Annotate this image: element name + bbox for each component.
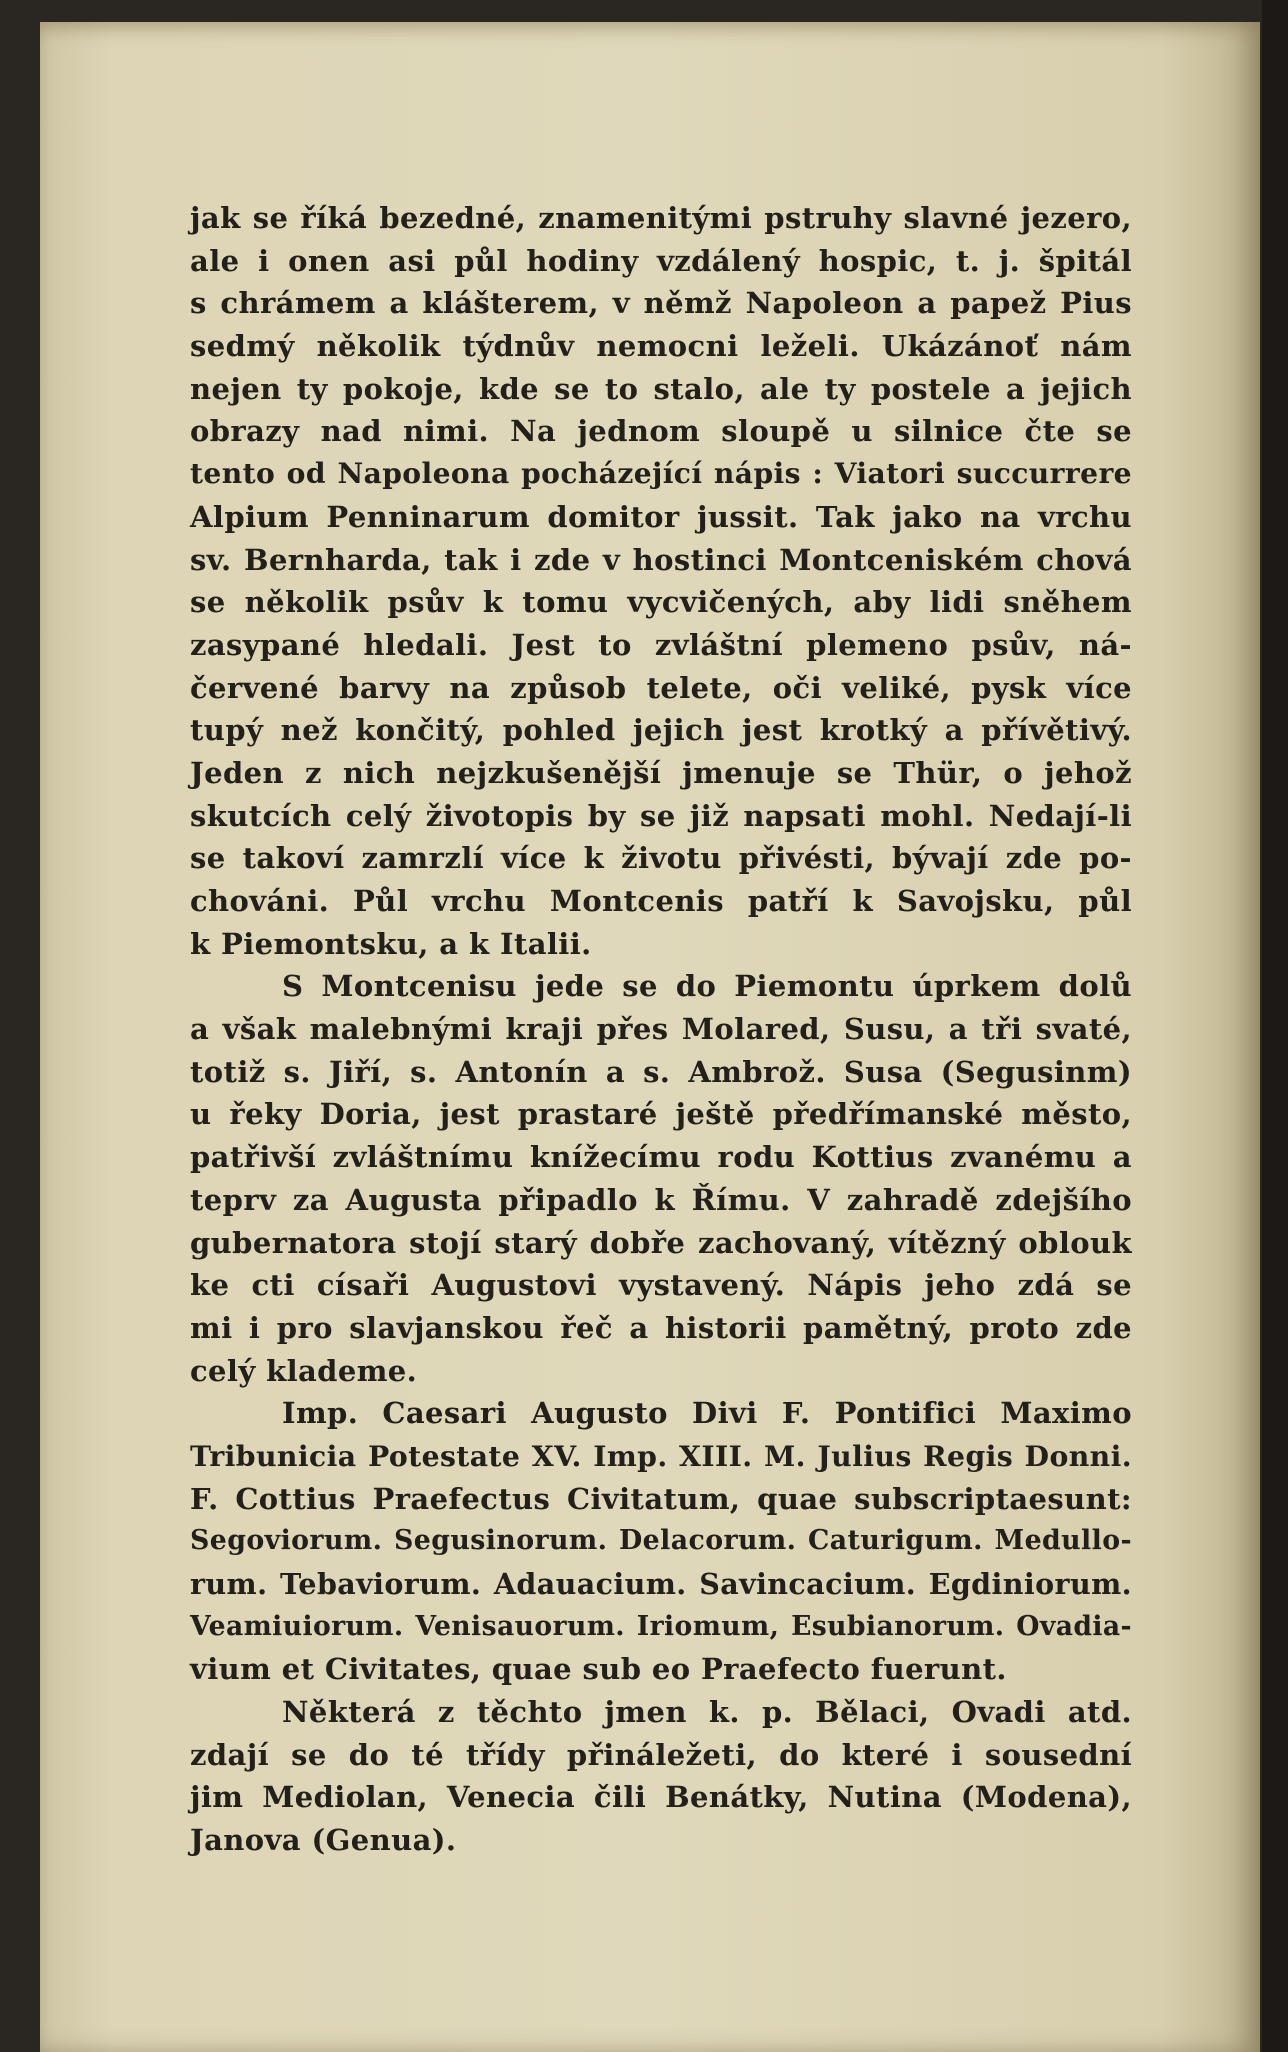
text-line: se několik psův k tomu vycvičených, aby lidi sněhem [190,585,1132,620]
text-line: F. Cottius Praefectus Civitatum, quae subscriptaesunt: [190,1481,1132,1516]
text-line: patřivší zvláštnímu knížecímu rodu Kottius zvanému a [190,1140,1132,1175]
text-line: Alpium Penninarum domitor jussit. Tak jako na vrchu [190,499,1132,534]
text-line: jak se říká bezedné, znamenitými pstruhy slavné jezero, [190,201,1132,235]
text-line: obrazy nad nimi. Na jednom sloupě u silnice čte se [190,414,1132,449]
text-line: ke cti císaři Augustovi vystavený. Nápis jeho zdá se [190,1268,1132,1303]
text-line: s chrámem a klášterem, v němž Napoleon a papež Pius [190,286,1132,321]
text-line: sedmý několik týdnův nemocni leželi. Ukázánoť nám [190,329,1132,364]
text-line: Tribunicia Potestate XV. Imp. XIII. M. Julius Regis Donni. [190,1438,1132,1473]
text-line: Janova (Genua). [190,1823,457,1858]
text-line: zdají se do té třídy přináležeti, do které i sousední [190,1737,1132,1772]
text-line: tupý než končitý, pohled jejich jest krotký a přívětivý. [190,713,1132,748]
text-line: mi i pro slavjanskou řeč a historii pamětný, proto zde [190,1310,1132,1345]
text-line: jim Mediolan, Venecia čili Benátky, Nutina (Modena), [190,1780,1132,1815]
text-line: tento od Napoleona pocházející nápis : Viatori succurrere [190,457,1132,491]
text-line: červené barvy na způsob telete, oči veliké, pysk více [190,670,1132,705]
text-line: se takoví zamrzlí více k životu přivésti, bývají zde po- [190,841,1132,876]
text-line: sv. Bernharda, tak i zde v hostinci Montceniském chová [190,542,1132,577]
text-line: Segoviorum. Segusinorum. Delacorum. Caturigum. Medullo- [190,1525,1132,1557]
text-line: chováni. Půl vrchu Montcenis patří k Savojsku, půl [190,884,1132,918]
text-line: Imp. Caesari Augusto Divi F. Pontifici Maximo [282,1396,1132,1431]
text-line: Jeden z nich nejzkušenější jmenuje se Thür, o jehož [190,755,1132,790]
text-line: nejen ty pokoje, kde se to stalo, ale ty postele a jejich [190,371,1132,406]
text-line: teprv za Augusta připadlo k Římu. V zahradě zdejšího [190,1182,1132,1217]
text-line: rum. Tebaviorum. Adauacium. Savincacium. Egdiniorum. [190,1567,1132,1601]
text-line: u řeky Doria, jest prastaré ještě předřímanské město, [190,1097,1132,1132]
text-line: gubernatora stojí starý dobře zachovaný, vítězný oblouk [190,1225,1132,1260]
text-line: skutcích celý životopis by se již napsati mohl. Nedají-li [190,798,1132,833]
binding-edge [1262,0,1288,2052]
text-line: S Montcenisu jede se do Piemontu úprkem dolů [282,969,1132,1004]
page-body-text [190,197,1132,1862]
text-line: vium et Civitates, quae sub eo Praefecto fuerunt. [190,1652,1007,1687]
text-line: Veamiuiorum. Venisauorum. Iriomum, Esubianorum. Ovadia- [190,1610,1132,1642]
text-line: k Piemontsku, a k Italii. [190,926,592,961]
text-line: totiž s. Jiří, s. Antonín a s. Ambrož. Susa (Segusinm) [190,1054,1132,1089]
text-line: ale i onen asi půl hodiny vzdálený hospic, t. j. špitál [190,243,1132,278]
text-line: celý klademe. [190,1353,418,1388]
text-line: a však malebnými kraji přes Molared, Susu, a tři svaté, [190,1012,1132,1047]
text-line: Některá z těchto jmen k. p. Bělaci, Ovadi atd. [282,1695,1132,1730]
text-line: zasypané hledali. Jest to zvláštní plemeno psův, ná- [190,627,1132,662]
